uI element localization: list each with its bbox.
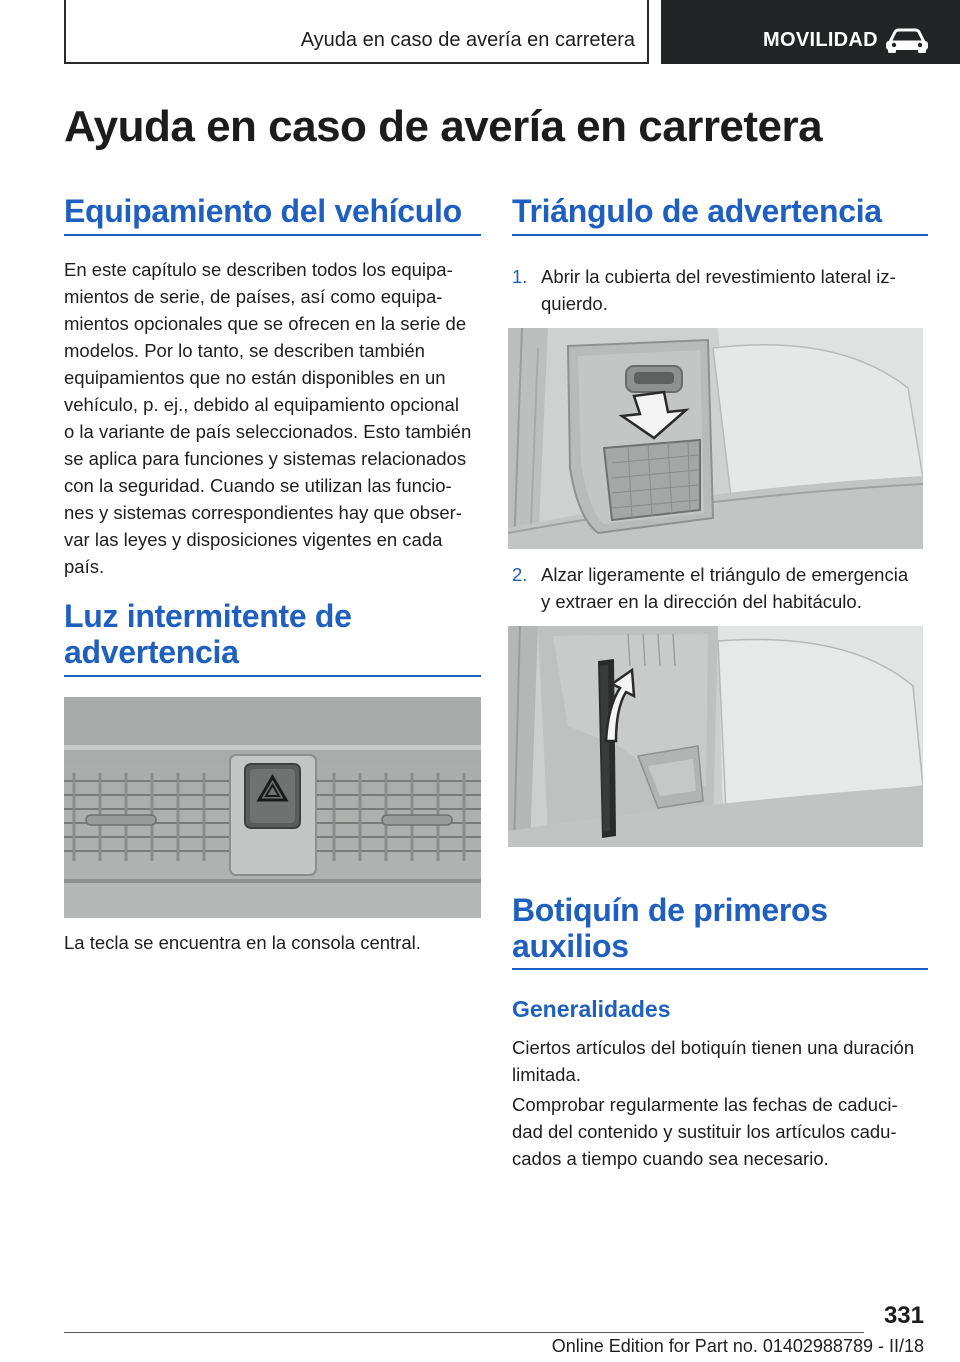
general-heading: Generalidades [512, 996, 671, 1022]
footer-rule [64, 1332, 864, 1333]
text-line: mientos opcionales que se ofrecen en la serie de [64, 313, 467, 334]
text-line: limitada. [512, 1064, 581, 1085]
running-header-section [64, 0, 649, 64]
page-title: Ayuda en caso de avería en carretera [64, 102, 823, 151]
step-number: 2. [512, 564, 528, 585]
text-line: vehículo, p. ej., debido al equipamiento opcional [64, 394, 459, 415]
text-line: o la variante de país seleccionados. Esto también [64, 421, 472, 442]
page-number: 331 [883, 1302, 924, 1329]
text-line: mientos de serie, de países, así como equipa- [64, 286, 443, 307]
step-2 [512, 561, 928, 615]
triangle-removal-photo [508, 626, 923, 847]
text-line: Ciertos artículos del botiquín tienen una duración [512, 1037, 915, 1058]
trunk-cover-photo [508, 328, 923, 549]
firstaid-heading-line: Botiquín de primeros [512, 892, 828, 928]
step-number: 1. [512, 266, 528, 287]
step-text-line: quierdo. [541, 293, 608, 314]
firstaid-heading-line: auxilios [512, 928, 629, 964]
text-line: país. [64, 556, 105, 577]
step-text-line: Alzar ligeramente el triángulo de emergencia [541, 564, 909, 585]
hazard-heading-line: Luz intermitente de [64, 598, 352, 634]
hazard-heading-line: advertencia [64, 634, 239, 670]
general-paragraph-1 [512, 1034, 914, 1088]
firstaid-heading [512, 892, 828, 964]
text-line: se aplica para funciones y sistemas relacionados [64, 448, 467, 469]
triangle-rule [512, 234, 928, 236]
text-line: equipamientos que no están disponibles en un [64, 367, 446, 388]
text-line: nes y sistemas correspondientes hay que obser- [64, 502, 462, 523]
text-line: Comprobar regularmente las fechas de caduci- [512, 1094, 898, 1115]
text-line: dad del contenido y sustituir los artículos cadu- [512, 1121, 897, 1142]
firstaid-rule [512, 968, 928, 970]
chapter-tab-label: MOVILIDAD [763, 29, 878, 51]
hazard-caption: La tecla se encuentra en la consola central. [64, 932, 421, 953]
equipment-heading: Equipamiento del vehículo [64, 193, 462, 229]
text-line: cados a tiempo cuando sea necesario. [512, 1148, 829, 1169]
text-line: con la seguridad. Cuando se utilizan las funcio- [64, 475, 452, 496]
triangle-heading: Triángulo de advertencia [512, 193, 882, 229]
hazard-rule [64, 675, 481, 677]
footer-edition: Online Edition for Part no. 01402988789 - II/18 [551, 1336, 924, 1356]
text-line: var las leyes y disposiciones vigentes en cada [64, 529, 443, 550]
step-text-line: y extraer en la dirección del habitáculo. [541, 591, 862, 612]
hazard-switch-photo [64, 697, 481, 918]
hazard-heading [64, 598, 352, 670]
general-paragraph-2 [512, 1091, 898, 1172]
equipment-paragraph [64, 256, 471, 580]
equipment-rule [64, 234, 481, 236]
text-line: modelos. Por lo tanto, se describen también [64, 340, 425, 361]
step-1 [512, 263, 928, 317]
chapter-tab [661, 0, 960, 64]
running-header-text: Ayuda en caso de avería en carretera [300, 29, 635, 51]
step-text-line: Abrir la cubierta del revestimiento lateral iz- [541, 266, 896, 287]
text-line: En este capítulo se describen todos los equipa- [64, 259, 453, 280]
car-icon [884, 28, 930, 54]
